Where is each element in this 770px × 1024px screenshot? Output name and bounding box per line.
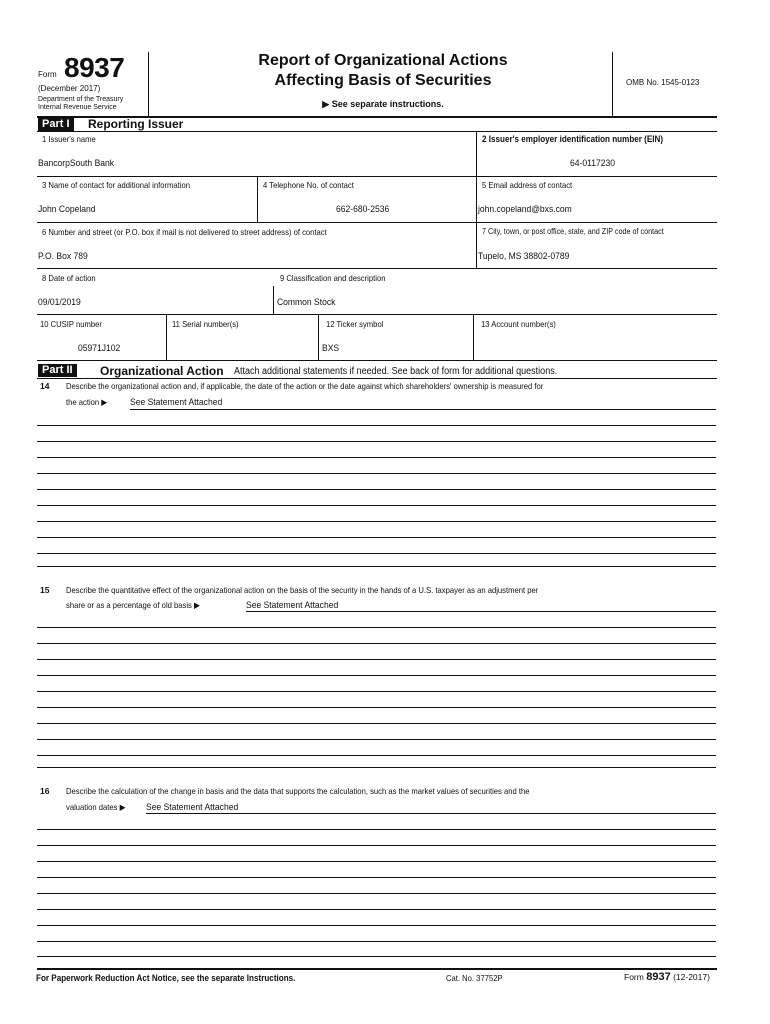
answer-line: [37, 473, 716, 474]
answer-line: [37, 707, 716, 708]
service: Internal Revenue Service: [38, 104, 117, 111]
ticker-field[interactable]: BXS: [322, 343, 340, 354]
footer-form-word: Form: [624, 972, 644, 982]
row2-divider-a: [257, 176, 258, 222]
answer-line: [37, 893, 716, 894]
phone-label: 4 Telephone No. of contact: [263, 180, 354, 190]
phone-field[interactable]: 662-680-2536: [336, 204, 390, 215]
footer-form-number: 8937: [646, 971, 671, 983]
form-word: Form: [38, 70, 57, 79]
row2-divider-b: [476, 176, 477, 222]
answer-line: [37, 941, 716, 942]
date-of-action-field[interactable]: 09/01/2019: [38, 297, 81, 308]
classification-label: 9 Classification and description: [280, 273, 386, 283]
q15-prompt: share or as a percentage of old basis ▶: [66, 600, 200, 610]
answer-line: [37, 723, 716, 724]
row1-rule: [37, 176, 717, 177]
form-title-line2: Affecting Basis of Securities: [274, 72, 492, 89]
q15-number: 15: [40, 585, 50, 595]
answer-line: [37, 829, 716, 830]
q14-prompt: the action ▶: [66, 397, 108, 407]
answer-line: [37, 675, 716, 676]
answer-line: [37, 861, 716, 862]
cat-number: Cat. No. 37752P: [446, 973, 503, 983]
account-field[interactable]: [478, 333, 716, 357]
ticker-label: 12 Ticker symbol: [326, 319, 384, 329]
q16-number: 16: [40, 786, 50, 796]
footer-form-id: [624, 971, 710, 983]
q16-prompt: valuation dates ▶: [66, 802, 126, 812]
header-divider-left: [148, 52, 149, 116]
account-label: 13 Account number(s): [481, 319, 556, 329]
serial-field[interactable]: [170, 333, 310, 357]
row3-rule: [37, 268, 717, 269]
answer-line: [246, 611, 716, 612]
row4-divider: [273, 286, 274, 314]
part1-bottom-rule: [37, 360, 717, 361]
row5-divider-b: [318, 314, 319, 360]
email-field[interactable]: john.copeland@bxs.com: [478, 204, 572, 215]
contact-name-label: 3 Name of contact for additional information: [42, 180, 190, 190]
part2-title: Organizational Action: [100, 364, 224, 378]
classification-field[interactable]: Common Stock: [277, 297, 336, 308]
cusip-field[interactable]: 05971J102: [78, 343, 121, 354]
q15-text: Describe the quantitative effect of the organizational action on the basis of the security in the hands of a U.S. taxpayer as an adjustment per: [66, 585, 539, 595]
answer-line: [37, 643, 716, 644]
row2-rule: [37, 222, 717, 223]
answer-line: [37, 739, 716, 740]
city-field[interactable]: Tupelo, MS 38802-0789: [478, 251, 570, 262]
street-label: 6 Number and street (or P.O. box if mail is not delivered to street address) of contact: [42, 227, 327, 237]
q14-number: 14: [40, 381, 50, 391]
q14-text: Describe the organizational action and, if applicable, the date of the action or the date against which shareholders' ownership is measured for: [66, 381, 544, 391]
part2-tag: Part II: [38, 364, 77, 377]
answer-line: [37, 755, 716, 756]
form-revision: (December 2017): [38, 84, 101, 93]
row4-rule: [37, 314, 717, 315]
part2-title-rule: [37, 378, 717, 379]
ein-label: 2 Issuer's employer identification number (EIN): [482, 134, 664, 144]
answer-line: [37, 553, 716, 554]
answer-line: [37, 956, 716, 957]
answer-line: [37, 537, 716, 538]
q15-answer[interactable]: See Statement Attached: [246, 600, 339, 611]
answer-line: [37, 925, 716, 926]
answer-line: [37, 441, 716, 442]
q16-answer[interactable]: See Statement Attached: [146, 802, 239, 813]
part2-subtitle: Attach additional statements if needed. See back of form for additional questions.: [234, 366, 558, 377]
answer-line: [37, 659, 716, 660]
email-label: 5 Email address of contact: [482, 180, 573, 190]
issuer-name-field[interactable]: BancorpSouth Bank: [38, 158, 115, 169]
header-divider-right: [612, 52, 613, 116]
answer-line: [37, 521, 716, 522]
footer-revision: (12-2017): [673, 972, 710, 982]
omb-number: OMB No. 1545-0123: [626, 78, 700, 87]
answer-line: [37, 691, 716, 692]
answer-line: [37, 845, 716, 846]
answer-line: [37, 909, 716, 910]
part1-tag: Part I: [38, 118, 74, 131]
answer-line: [37, 505, 716, 506]
form-title-line1: Report of Organizational Actions: [258, 52, 508, 69]
answer-line: [37, 489, 716, 490]
cusip-label: 10 CUSIP number: [40, 319, 102, 329]
serial-label: 11 Serial number(s): [172, 319, 239, 329]
city-label: 7 City, town, or post office, state, and ZIP code of contact: [482, 227, 664, 236]
paperwork-notice: For Paperwork Reduction Act Notice, see the separate Instructions.: [36, 973, 296, 983]
answer-line: [37, 566, 716, 567]
contact-name-field[interactable]: John Copeland: [38, 204, 96, 215]
form-number: 8937: [64, 52, 125, 83]
part1-title: Reporting Issuer: [88, 117, 184, 131]
answer-line: [37, 877, 716, 878]
row5-divider-a: [166, 314, 167, 360]
ein-field[interactable]: 64-0117230: [570, 158, 616, 169]
q16-text: Describe the calculation of the change in basis and the data that supports the calculation, such as the market values of securities and the: [66, 786, 530, 796]
row1-divider: [476, 131, 477, 177]
issuer-name-label: 1 Issuer's name: [42, 134, 96, 144]
date-of-action-label: 8 Date of action: [42, 273, 96, 283]
form-header: [0, 0, 770, 120]
q14-answer[interactable]: See Statement Attached: [130, 397, 223, 408]
answer-line: [37, 767, 716, 768]
row5-divider-c: [473, 314, 474, 360]
answer-line: [37, 457, 716, 458]
answer-line: [37, 425, 716, 426]
see-instructions: ▶ See separate instructions.: [322, 99, 444, 109]
street-field[interactable]: P.O. Box 789: [38, 251, 88, 262]
footer-rule: [37, 968, 717, 970]
department: Department of the Treasury: [38, 96, 124, 103]
part1-title-rule: [37, 131, 717, 132]
answer-line: [146, 813, 716, 814]
answer-line: [130, 409, 716, 410]
row3-divider: [476, 222, 477, 268]
answer-line: [37, 627, 716, 628]
